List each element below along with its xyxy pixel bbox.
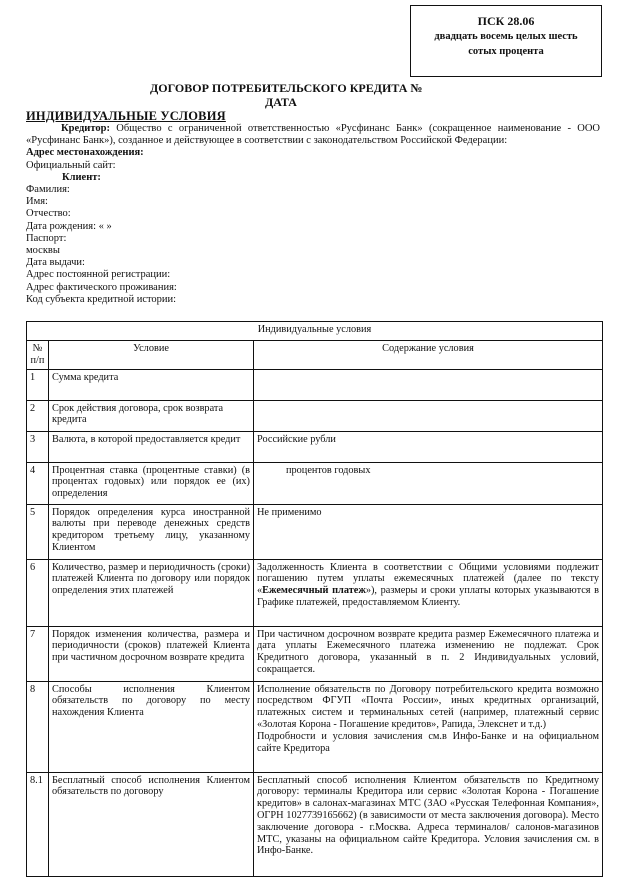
table-row [27,626,603,681]
table-row [27,369,603,400]
row-num: 8 [27,681,49,772]
table-row [27,504,603,559]
row-condition: Сумма кредита [49,369,254,400]
row-condition: Количество, размер и периодичность (сроки) платежей Клиента по договору или порядок определения этих платежей [49,559,254,626]
row-content-pre: Задолженность Клиента в соответствии с Общими условиями подлежит погашению путем уплаты ежемесячных платежей (далее по тексту « [257,561,599,597]
row-condition: Процентная ставка (процентные ставки) (в процентах годовых) или порядок ее (их) определения [49,462,254,504]
table-caption: Индивидуальные условия [27,322,603,341]
client-field: Паспорт: [26,232,67,244]
row-content [254,369,603,400]
client-field: Дата рождения: « » [26,220,112,232]
client-field: Адрес постоянной регистрации: [26,269,171,281]
client-fields [26,184,600,306]
row-content-post: »), размеры и сроки уплаты которых указываются в Графике платежей, предоставляемом Клиенту. [257,585,600,608]
row-num: 8.1 [27,772,49,876]
creditor-label: Кредитор: [61,123,110,134]
table-row [27,772,603,876]
creditor-paragraph [26,123,600,147]
client-field: Дата выдачи: [26,257,85,269]
row-num: 6 [27,559,49,626]
row-content-main: Исполнение обязательств по Договору потребительского кредита возможно посредством ФГУП «Почта России», иных кредитных организаций, платежных систем и терминальных сетей (например, платежный сервис «Золотая Корона - Погашение кредитов», Рапида, Элекснет и т.д.) [257,683,599,730]
table-row [27,431,603,462]
row-content: Российские рубли [254,431,603,462]
table-row [27,559,603,626]
client-label: Клиент: [62,171,101,183]
document-title [150,81,470,109]
row-content [254,400,603,431]
table-row [27,400,603,431]
row-content [254,681,603,772]
header-condition: Условие [49,341,254,370]
row-num: 1 [27,369,49,400]
row-condition: Порядок определения курса иностранной валюты при переводе денежных средств кредитором третьему лицу, указанному Клиентом [49,504,254,559]
psk-line-2: сотых процента [468,46,544,57]
row-content: процентов годовых [254,462,603,504]
row-num: 4 [27,462,49,504]
row-content [254,559,603,626]
row-content: При частичном досрочном возврате кредита размер Ежемесячного платежа и дата уплаты Ежемесячного платежа изменению не подлежат. Срок Кредитного договора, указанный в п. 2 Индивидуальных условий, сокращается. [254,626,603,681]
row-condition: Срок действия договора, срок возврата кредита [49,400,254,431]
client-field: москвы [26,245,60,257]
row-content: Бесплатный способ исполнения Клиентом обязательств по Кредитному договору: терминалы Кредитора или сервис «Золотая Корона - Погашение кредитов» в салонах-магазинах МТС (ЗАО «Русская Телефонная Компания», ОГРН 1027739165662) (в зависимости от места заключения договора). Место заключение договора - г.Москва. Адреса терминалов/ салонов-магазинов МТС, указаны на официальном сайте Кредитора. Условия зачисления см. в Инфо-Банке. [254,772,603,876]
row-condition: Порядок изменения количества, размера и периодичности (сроков) платежей Клиента при частичном досрочном возврате кредита [49,626,254,681]
header-num: № п/п [27,341,49,370]
document-title-text: ДОГОВОР ПОТРЕБИТЕЛЬСКОГО КРЕДИТА № [150,81,423,95]
client-field: Фамилия: [26,184,70,196]
row-condition: Способы исполнения Клиентом обязательств по договору по месту нахождения Клиента [49,681,254,772]
row-num: 3 [27,431,49,462]
section-heading: ИНДИВИДУАЛЬНЫЕ УСЛОВИЯ [26,109,226,123]
psk-line-1: двадцать восемь целых шесть [434,31,578,42]
row-condition: Бесплатный способ исполнения Клиентом обязательств по договору [49,772,254,876]
row-condition: Валюта, в которой предоставляется кредит [49,431,254,462]
client-field: Отчество: [26,208,71,220]
psk-title: ПСК 28.06 [477,14,535,28]
creditor-site-label: Официальный сайт: [26,159,116,171]
client-field: Имя: [26,196,48,208]
row-num: 7 [27,626,49,681]
creditor-text: Общество с ограниченной ответственностью «Русфинанс Банк» (сокращенное наименование - ООО «Русфинанс Банк»), созданное и действующее в соответствии с законодательством Российской Федерации: [26,123,600,147]
row-content: Не применимо [254,504,603,559]
table-row [27,462,603,504]
client-field: Адрес фактического проживания: [26,281,177,293]
psk-box [410,5,602,77]
header-content: Содержание условия [254,341,603,370]
row-content-details: Подробности и условия зачисления см.в Инфо-Банке и на официальном сайте Кредитора [257,730,599,754]
conditions-table [26,321,603,877]
row-content-term: Ежемесячный платеж [262,585,366,597]
table-row [27,681,603,772]
parties-block [26,123,600,306]
row-num: 5 [27,504,49,559]
creditor-address-label: Адрес местонахождения: [26,147,144,159]
document-date-label: ДАТА [265,95,297,109]
row-num: 2 [27,400,49,431]
client-field: Код субъекта кредитной истории: [26,293,177,305]
